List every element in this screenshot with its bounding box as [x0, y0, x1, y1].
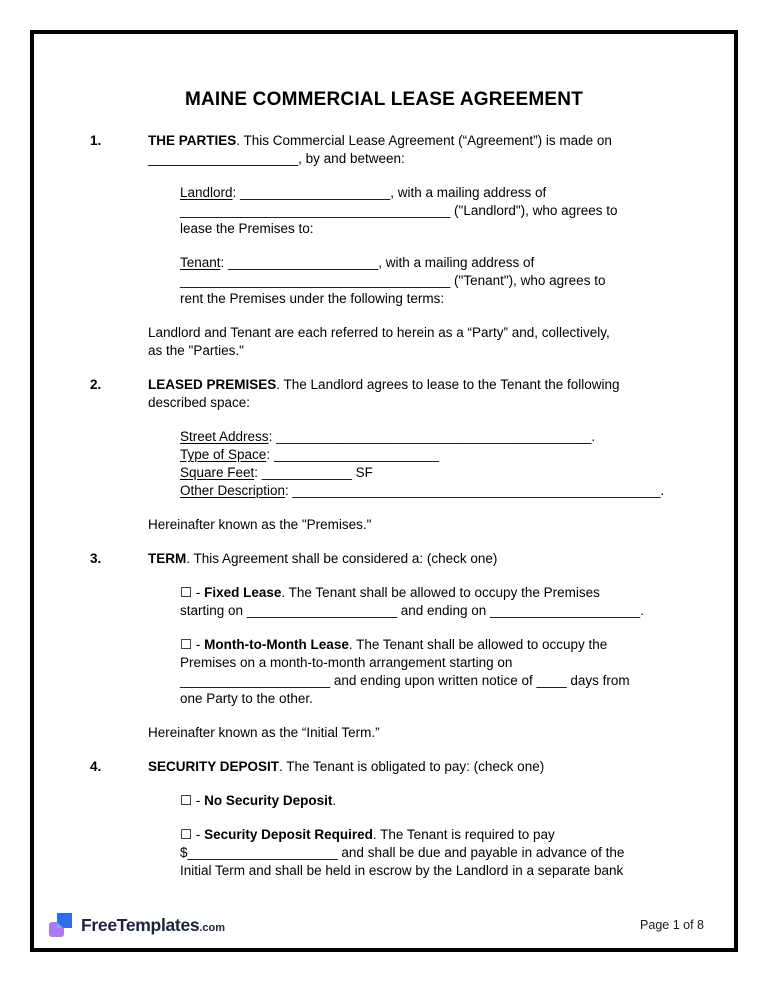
page-title: MAINE COMMERCIAL LEASE AGREEMENT: [184, 89, 584, 110]
section-heading-rest: . This Agreement shall be considered a: (check one): [186, 551, 498, 566]
section-heading-line: [148, 132, 684, 150]
section-heading-line: [148, 376, 684, 394]
page-number: Page 1 of 8: [640, 918, 704, 932]
document-page: [30, 30, 738, 952]
type-of-space-line: [180, 446, 684, 464]
separator: -: [192, 637, 205, 652]
text-line: ____________________, by and between:: [148, 151, 405, 166]
separator: -: [192, 793, 205, 808]
type-of-space-field: : ______________________: [266, 447, 439, 462]
month-to-month-checkbox-icon[interactable]: ☐: [180, 637, 193, 652]
no-deposit-checkbox-icon[interactable]: ☐: [180, 793, 193, 808]
fixed-lease-checkbox-icon[interactable]: ☐: [180, 585, 193, 600]
text-line: described space:: [148, 395, 251, 410]
no-deposit-line: [180, 792, 684, 810]
other-description-field: : _________________________________________________.: [285, 483, 665, 498]
landlord-line: [180, 184, 684, 202]
tenant-label: Tenant: [180, 255, 221, 270]
fixed-lease-dates-field: starting on ____________________ and ending on ____________________.: [180, 603, 644, 618]
section-heading-rest: . This Commercial Lease Agreement (“Agreement”) is made on: [236, 133, 612, 148]
tenant-address-field: ____________________________________ ("Tenant"), who agrees to: [180, 273, 606, 288]
section-heading: TERM: [148, 551, 187, 566]
deposit-required-line: [180, 826, 684, 844]
month-to-month-option: [180, 636, 684, 708]
text-segment: . The Tenant shall be allowed to occupy the Premises: [281, 585, 600, 600]
landlord-name-field: : ____________________, with a mailing address of: [232, 185, 547, 200]
fixed-lease-label: Fixed Lease: [204, 585, 282, 600]
square-feet-field: : ____________ SF: [254, 465, 373, 480]
text-line: Landlord and Tenant are each referred to herein as a “Party” and, collectively,: [148, 325, 610, 340]
landlord-block: [180, 184, 684, 238]
text-line: lease the Premises to:: [180, 221, 314, 236]
section-heading: SECURITY DEPOSIT: [148, 759, 280, 774]
month-to-month-line: [180, 636, 684, 654]
text-segment: . The Tenant shall be allowed to occupy the: [348, 637, 608, 652]
section-term: [90, 550, 734, 742]
type-of-space-label: Type of Space: [180, 447, 267, 462]
tenant-line: [180, 254, 684, 272]
other-description-label: Other Description: [180, 483, 286, 498]
no-deposit-label: No Security Deposit: [204, 793, 333, 808]
text-segment: .: [332, 793, 337, 808]
document-content: [34, 88, 734, 880]
text-line: one Party to the other.: [180, 691, 313, 706]
fixed-lease-line: [180, 584, 684, 602]
term-closing-paragraph: [148, 724, 684, 742]
text-line: rent the Premises under the following terms:: [180, 291, 445, 306]
brand-name: FreeTemplates: [81, 914, 200, 935]
freetemplates-logo: [48, 912, 225, 938]
section-heading: LEASED PREMISES: [148, 377, 277, 392]
deposit-required-option: [180, 826, 684, 880]
text-line: as the "Parties.": [148, 343, 244, 358]
other-description-line: [180, 482, 684, 500]
tenant-name-field: : ____________________, with a mailing address of: [220, 255, 535, 270]
landlord-address-field: ____________________________________ ("Landlord"), who agrees to: [180, 203, 618, 218]
square-feet-label: Square Feet: [180, 465, 255, 480]
no-deposit-option: [180, 792, 684, 810]
street-address-field: : __________________________________________.: [268, 429, 596, 444]
brand-text: [81, 915, 225, 936]
section-heading-rest: . The Tenant is obligated to pay: (check one): [279, 759, 545, 774]
separator: -: [192, 585, 205, 600]
section-heading-line: [148, 758, 684, 776]
section-security-deposit: [90, 758, 734, 880]
section-heading-line: [148, 550, 684, 568]
tenant-block: [180, 254, 684, 308]
brand-suffix: .com: [199, 921, 226, 934]
landlord-label: Landlord: [180, 185, 233, 200]
premises-closing-paragraph: [148, 516, 684, 534]
page-footer: [48, 908, 704, 942]
premises-fields-block: [180, 428, 684, 500]
section-number: 3.: [90, 551, 102, 566]
deposit-required-label: Security Deposit Required: [204, 827, 373, 842]
parties-paragraph: [148, 324, 684, 360]
fixed-lease-option: [180, 584, 684, 620]
section-heading-rest: . The Landlord agrees to lease to the Tenant the following: [276, 377, 620, 392]
text-line: Initial Term and shall be held in escrow by the Landlord in a separate bank: [180, 863, 624, 878]
text-segment: . The Tenant is required to pay: [372, 827, 555, 842]
section-number: 4.: [90, 759, 102, 774]
section-number: 2.: [90, 377, 102, 392]
section-the-parties: [90, 132, 734, 360]
square-feet-line: [180, 464, 684, 482]
text-line: Hereinafter known as the "Premises.": [148, 517, 372, 532]
deposit-required-checkbox-icon[interactable]: ☐: [180, 827, 193, 842]
month-to-month-dates-field: ____________________ and ending upon written notice of ____ days from: [180, 673, 630, 688]
text-line: Hereinafter known as the “Initial Term.”: [148, 725, 380, 740]
section-heading: THE PARTIES: [148, 133, 237, 148]
freetemplates-logo-icon: [48, 912, 74, 938]
section-leased-premises: [90, 376, 734, 534]
month-to-month-label: Month-to-Month Lease: [204, 637, 349, 652]
separator: -: [192, 827, 205, 842]
deposit-amount-field: $____________________ and shall be due and payable in advance of the: [180, 845, 625, 860]
text-line: Premises on a month-to-month arrangement starting on: [180, 655, 513, 670]
street-address-line: [180, 428, 684, 446]
street-address-label: Street Address: [180, 429, 269, 444]
section-number: 1.: [90, 133, 102, 148]
